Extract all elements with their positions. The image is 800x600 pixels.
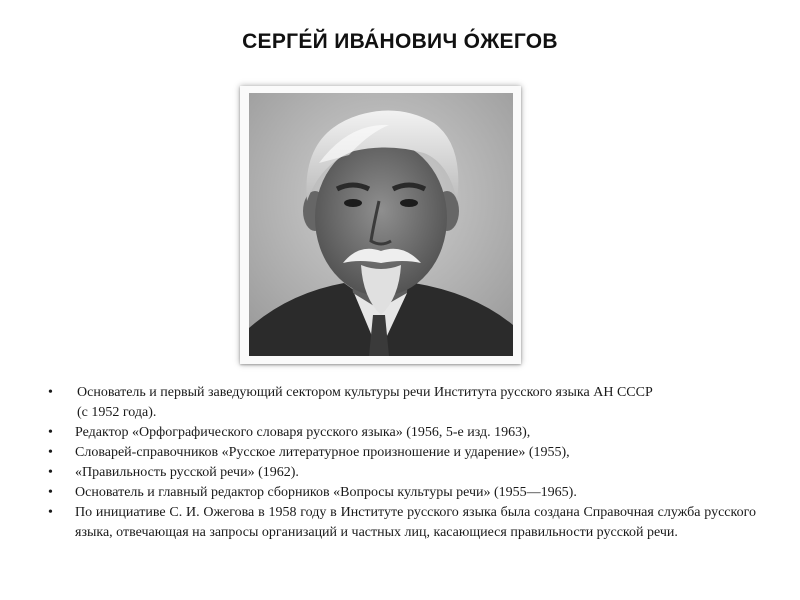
list-item-text: Редактор «Орфографического словаря русского языка» (1956, 5-е изд. 1963), [75, 425, 531, 440]
portrait-frame [240, 86, 521, 364]
list-item [48, 443, 756, 463]
list-item [48, 503, 756, 543]
portrait-illustration [249, 93, 513, 356]
list-item [48, 383, 756, 423]
bullet-marker: • [48, 445, 53, 460]
bullet-marker: • [48, 505, 53, 520]
bullet-marker: • [48, 485, 53, 500]
list-item-text: Основатель и первый заведующий сектором культуры речи Института русского языка АН СССР [77, 385, 653, 400]
portrait-photo [249, 93, 513, 356]
bullet-list [48, 383, 756, 543]
list-item-text-continued: (с 1952 года). [77, 405, 157, 420]
list-item-text: «Правильность русской речи» (1962). [75, 465, 299, 480]
list-item-text: По инициативе С. И. Ожегова в 1958 году в Институте русского языка была создана Справочная служба русского языка, отвечающая на запросы организаций и частных лиц, касающиеся правильности русской речи. [75, 505, 756, 540]
list-item-text: Словарей-справочников «Русское литературное произношение и ударение» (1955), [75, 445, 570, 460]
bullet-marker: • [48, 425, 53, 440]
list-item [48, 423, 756, 443]
list-item [48, 463, 756, 483]
page-title: СЕРГЕ́Й ИВА́НОВИЧ О́ЖЕГОВ [242, 30, 558, 53]
list-item-text: Основатель и главный редактор сборников «Вопросы культуры речи» (1955—1965). [75, 485, 577, 500]
bullet-marker: • [48, 465, 53, 480]
list-item [48, 483, 756, 503]
bullet-marker: • [48, 385, 53, 400]
